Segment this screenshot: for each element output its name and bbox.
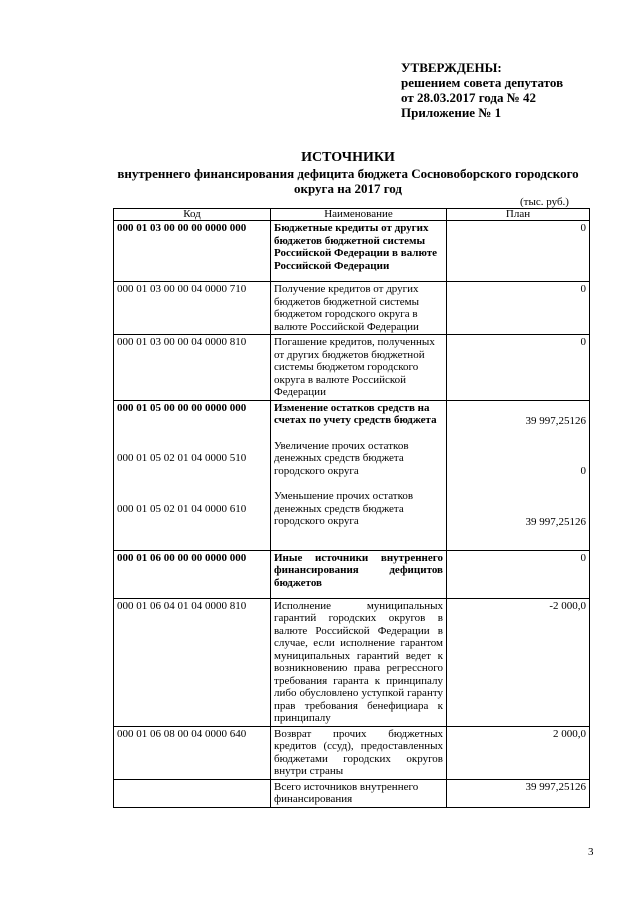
row-code-group: [114, 400, 271, 550]
header-name: Наименование: [271, 209, 447, 221]
table-row: [114, 598, 590, 726]
sources-table: [113, 208, 590, 808]
approval-heading: УТВЕРЖДЕНЫ:: [401, 60, 502, 75]
table-row: [114, 400, 590, 550]
row-name: Изменение остатков средств на счетах по учету средств бюджета: [274, 401, 437, 426]
subtitle-line-1: внутреннего финансирования дефицита бюджета Сосновоборского городского: [117, 166, 579, 181]
table-row: [114, 550, 590, 598]
document-title: ИСТОЧНИКИ: [301, 150, 395, 165]
row-plan-group: [447, 400, 590, 550]
row-plan: 39 997,25126: [525, 515, 586, 528]
approval-appendix: Приложение № 1: [401, 105, 502, 120]
table-header-row: [114, 209, 590, 221]
row-code: 000 01 06 08 00 04 0000 640: [114, 726, 271, 779]
row-code: 000 01 03 00 00 04 0000 710: [114, 282, 271, 335]
row-plan: 0: [447, 550, 590, 598]
row-plan: 2 000,0: [447, 726, 590, 779]
row-code: 000 01 03 00 00 04 0000 810: [114, 335, 271, 401]
row-code: 000 01 03 00 00 00 0000 000: [114, 221, 271, 282]
row-plan: 0: [447, 335, 590, 401]
document-subtitle: [103, 166, 593, 196]
table-row: [114, 282, 590, 335]
row-code: [114, 779, 271, 807]
row-name: Исполнение муниципальных гарантий городских округов в валюте Российской Федерации в случае, если исполнение гарантом муниципальных гарантий ведет к возникновению права регрессного требования гаранта к принципалу либо обусловлено уступкой гаранту прав требования бенефициара к принципалу: [271, 598, 447, 726]
row-name: Бюджетные кредиты от других бюджетов бюджетной системы Российской Федерации в валюте Российской Федерации: [271, 221, 447, 282]
row-code: 000 01 06 04 01 04 0000 810: [114, 598, 271, 726]
row-plan: 0: [580, 465, 586, 477]
page-number: 3: [588, 846, 594, 858]
approval-block: [401, 60, 601, 120]
table-row: [114, 335, 590, 401]
approval-date: от 28.03.2017 года № 42: [401, 90, 537, 105]
row-name: Иные источники внутреннего финансирования дефицитов бюджетов: [271, 550, 447, 598]
row-name: Погашение кредитов, полученных от других бюджетов бюджетной системы бюджетом городского округа в валюте Российской Федерации: [271, 335, 447, 401]
header-code: Код: [114, 209, 271, 221]
row-plan: 39 997,25126: [525, 414, 586, 427]
row-code: 000 01 06 00 00 00 0000 000: [114, 550, 271, 598]
row-name: Уменьшение прочих остатков денежных средств бюджета городского округа: [274, 490, 414, 527]
unit-note: (тыс. руб.): [520, 196, 569, 208]
table-row-total: [114, 779, 590, 807]
row-name: Всего источников внутреннего финансирования: [271, 779, 447, 807]
table-row: [114, 221, 590, 282]
header-plan: План: [447, 209, 590, 221]
row-plan: -2 000,0: [447, 598, 590, 726]
approval-decision: решением совета депутатов: [401, 75, 564, 90]
row-plan: 0: [447, 221, 590, 282]
row-name: Возврат прочих бюджетных кредитов (ссуд), предоставленных бюджетами городских округов внутри страны: [271, 726, 447, 779]
row-plan: 39 997,25126: [447, 779, 590, 807]
row-code: 000 01 05 02 01 04 0000 610: [117, 502, 247, 515]
row-name: Увеличение прочих остатков денежных средств бюджета городского округа: [274, 439, 409, 477]
row-name: Получение кредитов от других бюджетов бюджетной системы бюджетом городского округа в валюте Российской Федерации: [271, 282, 447, 335]
row-name-group: [271, 400, 447, 550]
row-code: 000 01 05 02 01 04 0000 510: [117, 452, 247, 464]
table-row: [114, 726, 590, 779]
row-code: 000 01 05 00 00 00 0000 000: [117, 401, 247, 414]
row-plan: 0: [447, 282, 590, 335]
subtitle-line-2: округа на 2017 год: [294, 181, 402, 196]
